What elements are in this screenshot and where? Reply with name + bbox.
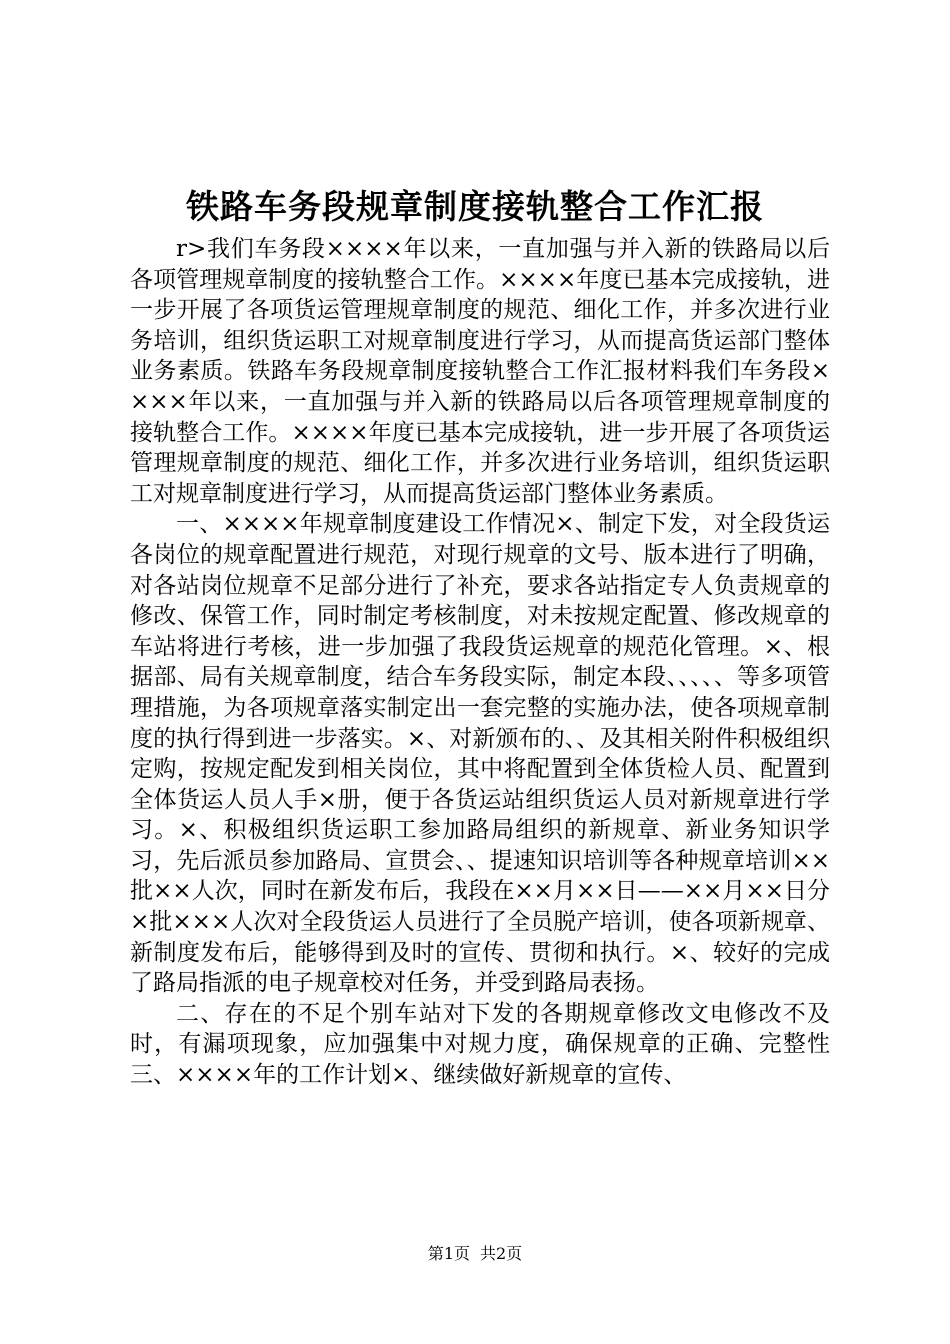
document-title: 铁路车务段规章制度接轨整合工作汇报 — [186, 187, 764, 226]
paragraph-section-two: 二、存在的不足个别车站对下发的各期规章修改文电修改不及时，有漏项现象，应加强集中对规力度，确保规章的正确、完整性三、××××年的工作计划×、继续做好新规章的宣传、 — [130, 1000, 830, 1089]
page-total: 共2页 — [480, 1244, 523, 1263]
paragraph-intro: r>我们车务段××××年以来，一直加强与并入新的铁路局以后各项管理规章制度的接轨整合工作。××××年度已基本完成接轨，进一步开展了各项货运管理规章制度的规范、细化工作，并多次进行业务培训，组织货运职工对规章制度进行学习，从而提高货运部门整体业务素质。铁路车务段规章制度接轨整合工作汇报材料我们车务段××××年以来，一直加强与并入新的铁路局以后各项管理规章制度的接轨整合工作。××××年度已基本完成接轨，进一步开展了各项货运管理规章制度的规范、细化工作，并多次进行业务培训，组织货运职工对规章制度进行学习，从而提高货运部门整体业务素质。 — [130, 236, 830, 507]
document-body — [130, 234, 830, 1091]
paragraph-section-one: 一、××××年规章制度建设工作情况×、制定下发，对全段货运各岗位的规章配置进行规范，对现行规章的文号、版本进行了明确，对各站岗位规章不足部分进行了补充，要求各站指定专人负责规章的修改、保管工作，同时制定考核制度，对未按规定配置、修改规章的车站将进行考核，进一步加强了我段货运规章的规范化管理。×、根据部、局有关规章制度，结合车务段实际，制定本段、、、、、等多项管理措施，为各项规章落实制定出一套完整的实施办法，使各项规章制度的执行得到进一步落实。×、对新颁布的、、及其相关附件积极组织定购，按规定配发到相关岗位，其中将配置到全体货检人员、配置到全体货运人员人手×册，便于各货运站组织货运人员对新规章进行学习。×、积极组织货运职工参加路局组织的新规章、新业务知识学习，先后派员参加路局、宣贯会、、提速知识培训等各种规章培训××批××人次，同时在新发布后，我段在××月××日——××月××日分×批×××人次对全段货运人员进行了全员脱产培训，使各项新规章、新制度发布后，能够得到及时的宣传、贯彻和执行。×、较好的完成了路局指派的电子规章校对任务，并受到路局表扬。 — [130, 511, 830, 997]
page-number: 第1页 — [427, 1244, 470, 1263]
page-footer — [0, 1242, 950, 1266]
